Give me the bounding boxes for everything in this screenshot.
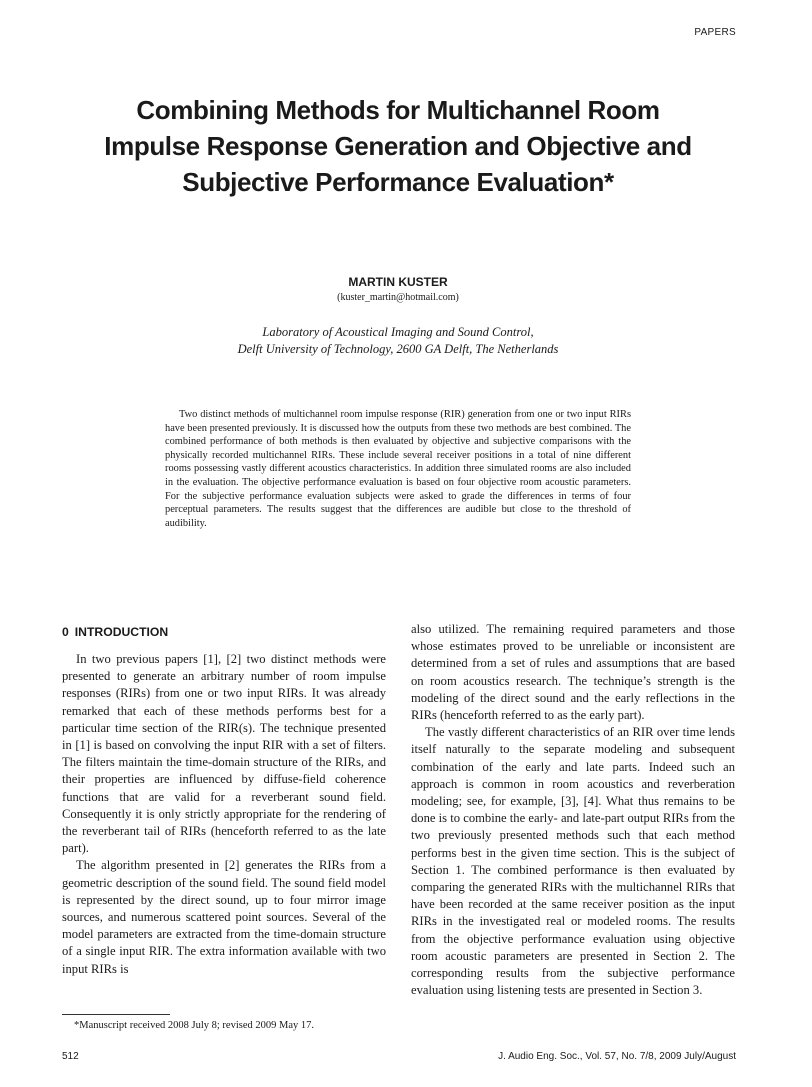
footnote: *Manuscript received 2008 July 8; revised 2009 May 17.	[74, 1020, 314, 1031]
left-paragraph-2: The algorithm presented in [2] generates the RIRs from a geometric description of the sound field. The sound field model is represented by the direct sound, up to four mirror image sources, and numerous scattered point sources. Several of the model parameters are extracted from the time-domain structure of a single input RIR. The extra information available with two input RIRs is	[62, 858, 386, 976]
page-number: 512	[62, 1051, 79, 1062]
journal-citation: J. Audio Eng. Soc., Vol. 57, No. 7/8, 2009 July/August	[498, 1051, 736, 1062]
left-paragraph-1: In two previous papers [1], [2] two distinct methods were presented to generate an arbitrary number of room impulse responses (RIRs) from one or two input RIRs. It was already remarked that each of these methods performs best for a particular time section of the RIR(s). The technique presented in [1] is based on convolving the input RIR with a set of filters. The filters maintain the time-domain structure of the RIRs, and their properties are influenced by diffuse-field coherence functions that are valid for a reverberant sound field. Consequently it is only strictly appropriate for the rendering of the reverberant tail of RIRs (henceforth referred to as the late part).	[62, 652, 386, 856]
right-paragraph-1: also utilized. The remaining required parameters and those whose estimates proved to be unreliable or inconsistent are determined from a set of rules and assumptions that are based on room acoustics research. The technique’s strength is the modeling of the direct sound and the early reflections in the RIRs (henceforth referred to as the early part).	[411, 622, 735, 723]
section-label: PAPERS	[694, 27, 736, 38]
affiliation	[100, 324, 696, 358]
author-email	[100, 292, 696, 303]
paper-title: Combining Methods for Multichannel Room Impulse Response Generation and Objective and Subjective Performance Evaluation*	[104, 95, 692, 197]
section-number: 0	[62, 625, 69, 639]
abstract: Two distinct methods of multichannel room impulse response (RIR) generation from one or two input RIRs have been presented previously. It is discussed how the outputs from these two methods are best combined. The combined performance of both methods is then evaluated by objective and subjective comparisons with the physically recorded multichannel RIRs. These include several receiver positions in a total of nine different rooms possessing vastly different acoustics characteristics. In addition three simulated rooms are also included in the evaluation. The objective performance evaluation is based on four objective room acoustic parameters. For the subjective performance evaluation subjects were asked to grade the differences in terms of four perceptual parameters. The results suggest that the differences are audible but close to the threshold of audibility.	[165, 409, 631, 529]
section-title: INTRODUCTION	[74, 625, 169, 639]
affiliation-line-1: Laboratory of Acoustical Imaging and Sound Control,	[262, 325, 534, 339]
right-column	[411, 621, 735, 999]
left-column	[62, 624, 386, 978]
section-heading	[62, 624, 386, 641]
right-paragraph-2: The vastly different characteristics of an RIR over time lends itself naturally to the separate modeling and subsequent combination of the early and late parts. Indeed such an approach is common in room acoustics and reverberation modeling; see, for example, [3], [4]. What thus remains to be done is to combine the early- and late-part output RIRs from the two previously presented methods such that each method performs best in the given time section. This is the subject of Section 1. The combined performance is then evaluated by comparing the generated RIRs with the multichannel RIRs that have been recorded at the same receiver position as the input RIRs in the investigated real or modeled rooms. The results from the objective performance evaluation using objective room acoustic parameters are presented in Section 2. The corresponding results from the subjective performance evaluation using listening tests are presented in Section 3.	[411, 725, 735, 998]
affiliation-line-2: Delft University of Technology, 2600 GA Delft, The Netherlands	[237, 342, 559, 356]
author-name: MARTIN KUSTER	[348, 275, 448, 289]
author-email-link[interactable]: (kuster_martin@hotmail.com)	[337, 292, 459, 303]
footnote-divider	[62, 1014, 170, 1015]
